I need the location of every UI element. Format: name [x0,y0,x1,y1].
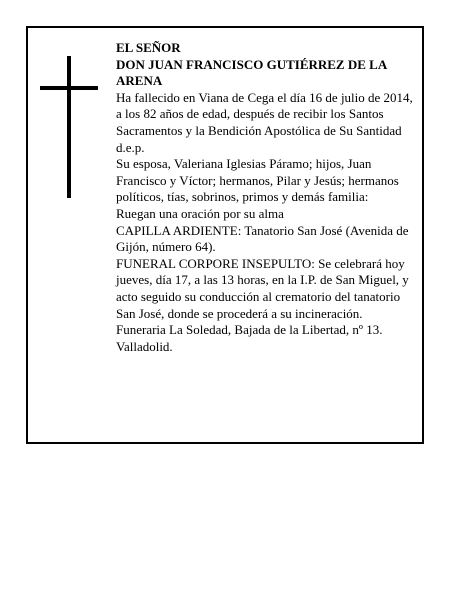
family-list: Su esposa, Valeriana Iglesias Páramo; hijos, Juan Francisco y Víctor; hermanos, Pilar y Jesús; hermanos políticos, tías, sobrinos, primos y demás familia: [116,156,399,205]
cross-icon [40,56,98,198]
funeral-info: FUNERAL CORPORE INSEPULTO: Se celebrará hoy jueves, día 17, a las 13 horas, en la I.P. de San Miguel, y acto seguido su conducción al crematorio del tanatorio San José, donde se procederá a su incineración. [116,255,409,321]
cross-vertical-bar [67,56,71,198]
funeral-home-info: Funeraria La Soledad, Bajada de la Libertad, nº 13. Valladolid. [116,322,383,354]
passing-statement: Ha fallecido en Viana de Cega el día 16 de julio de 2014, a los 82 años de edad, después de recibir los Santos Sacramentos y la Bendición Apostólica de Su Santidad [116,89,413,138]
prayer-request: Ruegan una oración por su alma [116,205,284,221]
obituary-notice [26,26,424,444]
chapel-info: CAPILLA ARDIENTE: Tanatorio San José (Avenida de Gijón, número 64). [116,222,409,255]
notice-title: EL SEÑOR [116,40,181,55]
rip-line: d.e.p. [116,139,145,155]
deceased-name: DON JUAN FRANCISCO GUTIÉRREZ DE LA ARENA [116,56,387,89]
cross-horizontal-bar [40,86,98,90]
notice-text [116,40,416,355]
